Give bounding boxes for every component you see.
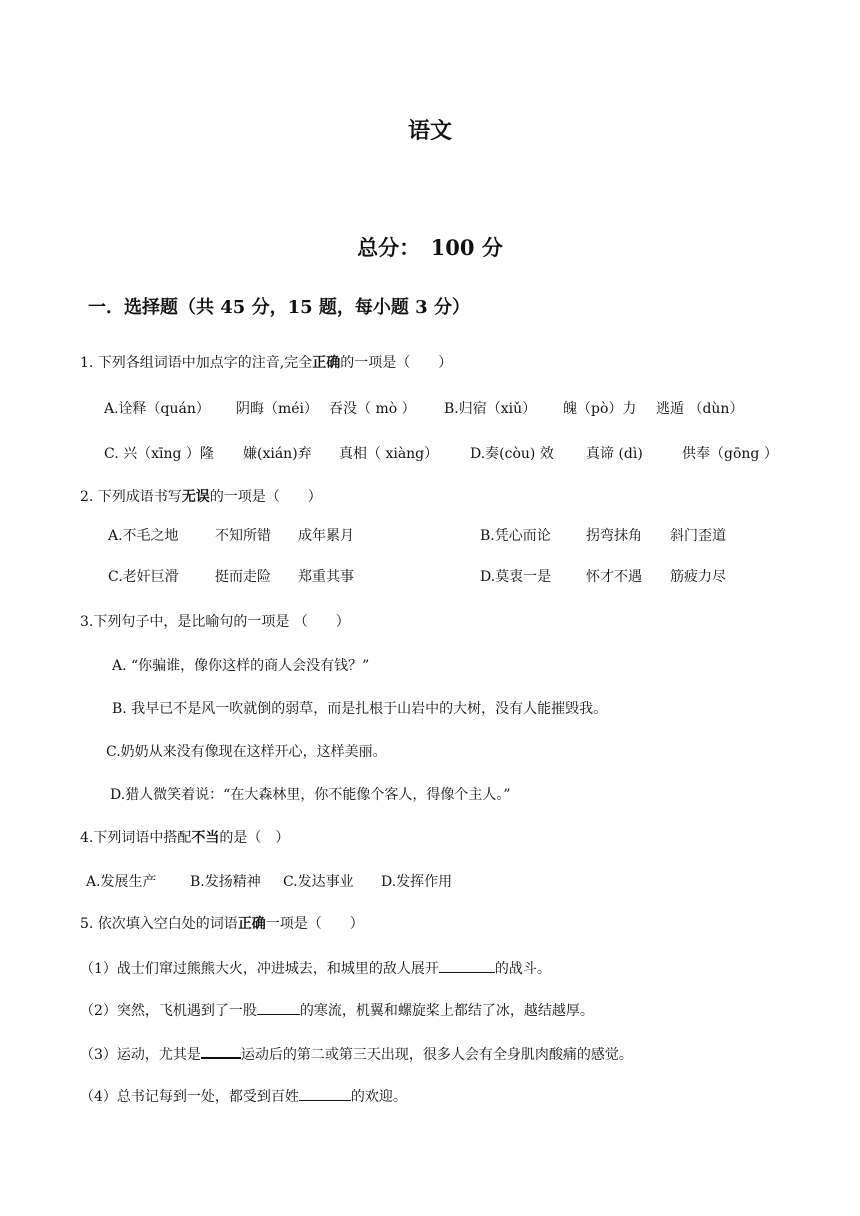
- question-5-stem: [80, 913, 364, 933]
- q5-sentence-3: [80, 1043, 633, 1064]
- page-title: 语文: [407, 118, 452, 144]
- question-2-key-word: 无误: [181, 489, 210, 505]
- q2-option-b-3: 斜门歪道: [670, 528, 726, 544]
- q4-option-a: A.发展生产: [86, 874, 157, 890]
- question-1-stem-tail: 的一项是（ ）: [340, 355, 453, 371]
- q3-option-c: C.奶奶从来没有像现在这样开心，这样美丽。: [106, 744, 387, 760]
- q5-sentence-3-tail: 运动后的第二或第三天出现，很多人会有全身肌肉酸痛的感觉。: [240, 1047, 633, 1063]
- question-5-stem-text: 5. 依次填入空白处的词语: [80, 916, 238, 932]
- fill-blank[interactable]: [299, 1086, 351, 1101]
- q3-option-d: D.猎人微笑着说：“在大森林里，你不能像个客人，得像个主人。”: [110, 787, 511, 803]
- question-5-key-word: 正确: [237, 916, 266, 932]
- q1-option-a2: 阴晦（méi）: [236, 401, 319, 417]
- q2-option-c-1: C.老奸巨滑: [108, 569, 179, 585]
- q1-option-d1: D.奏(còu) 效: [470, 446, 554, 462]
- q1-option-b2: 魄（pò）力: [563, 401, 637, 417]
- fill-blank[interactable]: [439, 958, 495, 973]
- q5-sentence-4-tail: 的欢迎。: [350, 1089, 407, 1105]
- q2-option-c-3: 郑重其事: [298, 569, 354, 585]
- question-5-stem-tail: 一项是（ ）: [265, 916, 364, 932]
- q2-option-a-1: A.不毛之地: [108, 528, 179, 544]
- q1-option-d2: 真谛 (dì): [586, 446, 643, 462]
- q2-option-b-2: 拐弯抹角: [586, 528, 642, 544]
- q5-sentence-4: [80, 1086, 407, 1106]
- question-4-key-word: 不当: [191, 830, 220, 846]
- q4-option-c: C.发达事业: [283, 874, 354, 890]
- q1-option-d3: 供奉（gōng ）: [682, 446, 778, 462]
- question-4-stem-tail: 的是（ ）: [219, 830, 290, 846]
- q5-sentence-4-text: （4）总书记每到一处，都受到百姓: [80, 1089, 299, 1105]
- question-1-stem: [80, 352, 452, 372]
- q5-sentence-1-tail: 的战斗。: [494, 961, 551, 977]
- q5-sentence-3-text: （3）运动，尤其是: [80, 1047, 201, 1063]
- question-4-stem-text: 4.下列词语中搭配: [80, 830, 192, 846]
- q1-option-c1: C. 兴（xīng ）隆: [104, 446, 214, 462]
- q2-option-d-3: 筋疲力尽: [670, 569, 726, 585]
- q1-option-c2: 嫌(xián)弃: [243, 446, 312, 462]
- q5-sentence-1: [80, 958, 551, 978]
- q1-option-a3: 吞没（ mò ）: [329, 401, 416, 417]
- question-2-stem-tail: 的一项是（ ）: [209, 489, 322, 505]
- question-1-key-word: 正确: [312, 355, 341, 371]
- q1-option-b3: 逃遁 （dùn）: [656, 401, 744, 417]
- q4-option-b: B.发扬精神: [190, 874, 261, 890]
- q2-option-d-2: 怀才不遇: [586, 569, 642, 585]
- question-2-stem: [80, 486, 322, 506]
- q2-option-d-1: D.莫衷一是: [480, 569, 552, 585]
- q5-sentence-2-text: （2）突然，飞机遇到了一股: [80, 1003, 257, 1019]
- q2-option-a-2: 不知所错: [215, 528, 271, 544]
- q3-option-a: A. “你骗谁，像你这样的商人会没有钱？”: [112, 658, 370, 674]
- question-2-stem-text: 2. 下列成语书写: [80, 489, 182, 505]
- total-score: 总分： 100 分: [357, 235, 503, 260]
- q5-sentence-2: [80, 1000, 594, 1020]
- q5-sentence-1-text: （1）战士们窜过熊熊大火，冲进城去，和城里的敌人展开: [80, 961, 439, 977]
- question-3-stem: 3.下列句子中，是比喻句的一项是 （ ）: [80, 614, 350, 630]
- q3-option-b: B. 我早已不是风一吹就倒的弱草，而是扎根于山岩中的大树，没有人能摧毁我。: [112, 701, 608, 717]
- q1-option-a1: A.诠释（quán）: [104, 401, 210, 417]
- q2-option-c-2: 挺而走险: [215, 569, 271, 585]
- fill-blank[interactable]: [257, 1000, 300, 1015]
- q4-option-d: D.发挥作用: [381, 874, 453, 890]
- section-heading: 一．选择题（共 45 分，15 题，每小题 3 分）: [88, 297, 470, 318]
- question-1-stem-text: 1. 下列各组词语中加点字的注音,完全: [80, 355, 313, 371]
- q1-option-b1: B.归宿（xiǔ）: [444, 401, 537, 417]
- q5-sentence-2-tail: 的寒流，机翼和螺旋桨上都结了冰，越结越厚。: [299, 1003, 594, 1019]
- q1-option-c3: 真相（ xiàng）: [339, 446, 439, 462]
- fill-blank[interactable]: [201, 1043, 241, 1059]
- question-4-stem: [80, 827, 289, 847]
- q2-option-a-3: 成年累月: [298, 528, 354, 544]
- q2-option-b-1: B.凭心而论: [480, 528, 551, 544]
